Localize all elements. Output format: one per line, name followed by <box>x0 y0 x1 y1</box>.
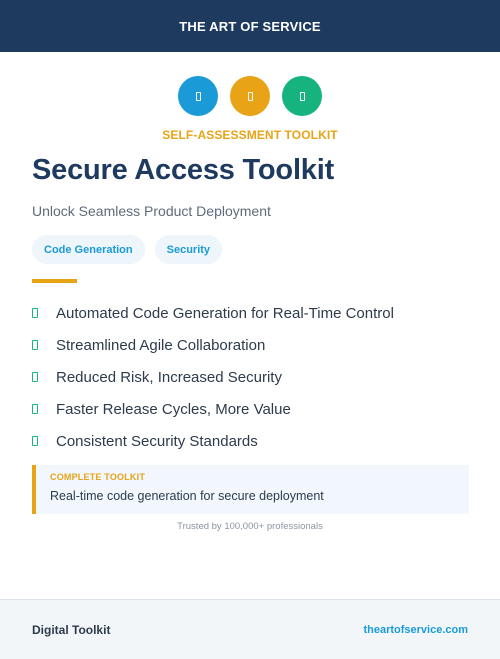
icon-row <box>0 76 500 116</box>
trust-note: Trusted by 100,000+ professionals <box>177 521 323 532</box>
kicker-label: SELF-ASSESSMENT TOOLKIT <box>162 128 338 142</box>
document-icon <box>178 76 218 116</box>
check-icon <box>32 308 38 318</box>
list-item <box>32 361 394 393</box>
footer-link[interactable]: theartofservice.com <box>363 623 468 636</box>
callout-box <box>32 465 469 514</box>
tag-security: Security <box>155 235 222 264</box>
check-icon <box>32 436 38 446</box>
feature-text: Automated Code Generation for Real-Time Control <box>56 304 394 322</box>
document-icon <box>282 76 322 116</box>
brand-name: THE ART OF SERVICE <box>179 18 321 34</box>
footer-bar <box>0 599 500 659</box>
tag-code-generation: Code Generation <box>32 235 145 264</box>
footer-label: Digital Toolkit <box>32 622 111 637</box>
feature-text: Reduced Risk, Increased Security <box>56 368 282 386</box>
check-icon <box>32 372 38 382</box>
feature-list <box>32 297 394 457</box>
tag-list <box>32 235 222 264</box>
page-subtitle: Unlock Seamless Product Deployment <box>32 203 271 219</box>
check-icon <box>32 340 38 350</box>
accent-divider <box>32 279 77 283</box>
check-icon <box>32 404 38 414</box>
list-item <box>32 425 394 457</box>
list-item <box>32 297 394 329</box>
document-icon <box>230 76 270 116</box>
callout-label: COMPLETE TOOLKIT <box>50 472 146 482</box>
callout-text: Real-time code generation for secure deployment <box>50 489 324 503</box>
page-title: Secure Access Toolkit <box>32 154 335 186</box>
feature-text: Faster Release Cycles, More Value <box>56 400 291 418</box>
list-item <box>32 329 394 361</box>
list-item <box>32 393 394 425</box>
feature-text: Streamlined Agile Collaboration <box>56 336 266 354</box>
feature-text: Consistent Security Standards <box>56 432 258 450</box>
header-bar <box>0 0 500 52</box>
